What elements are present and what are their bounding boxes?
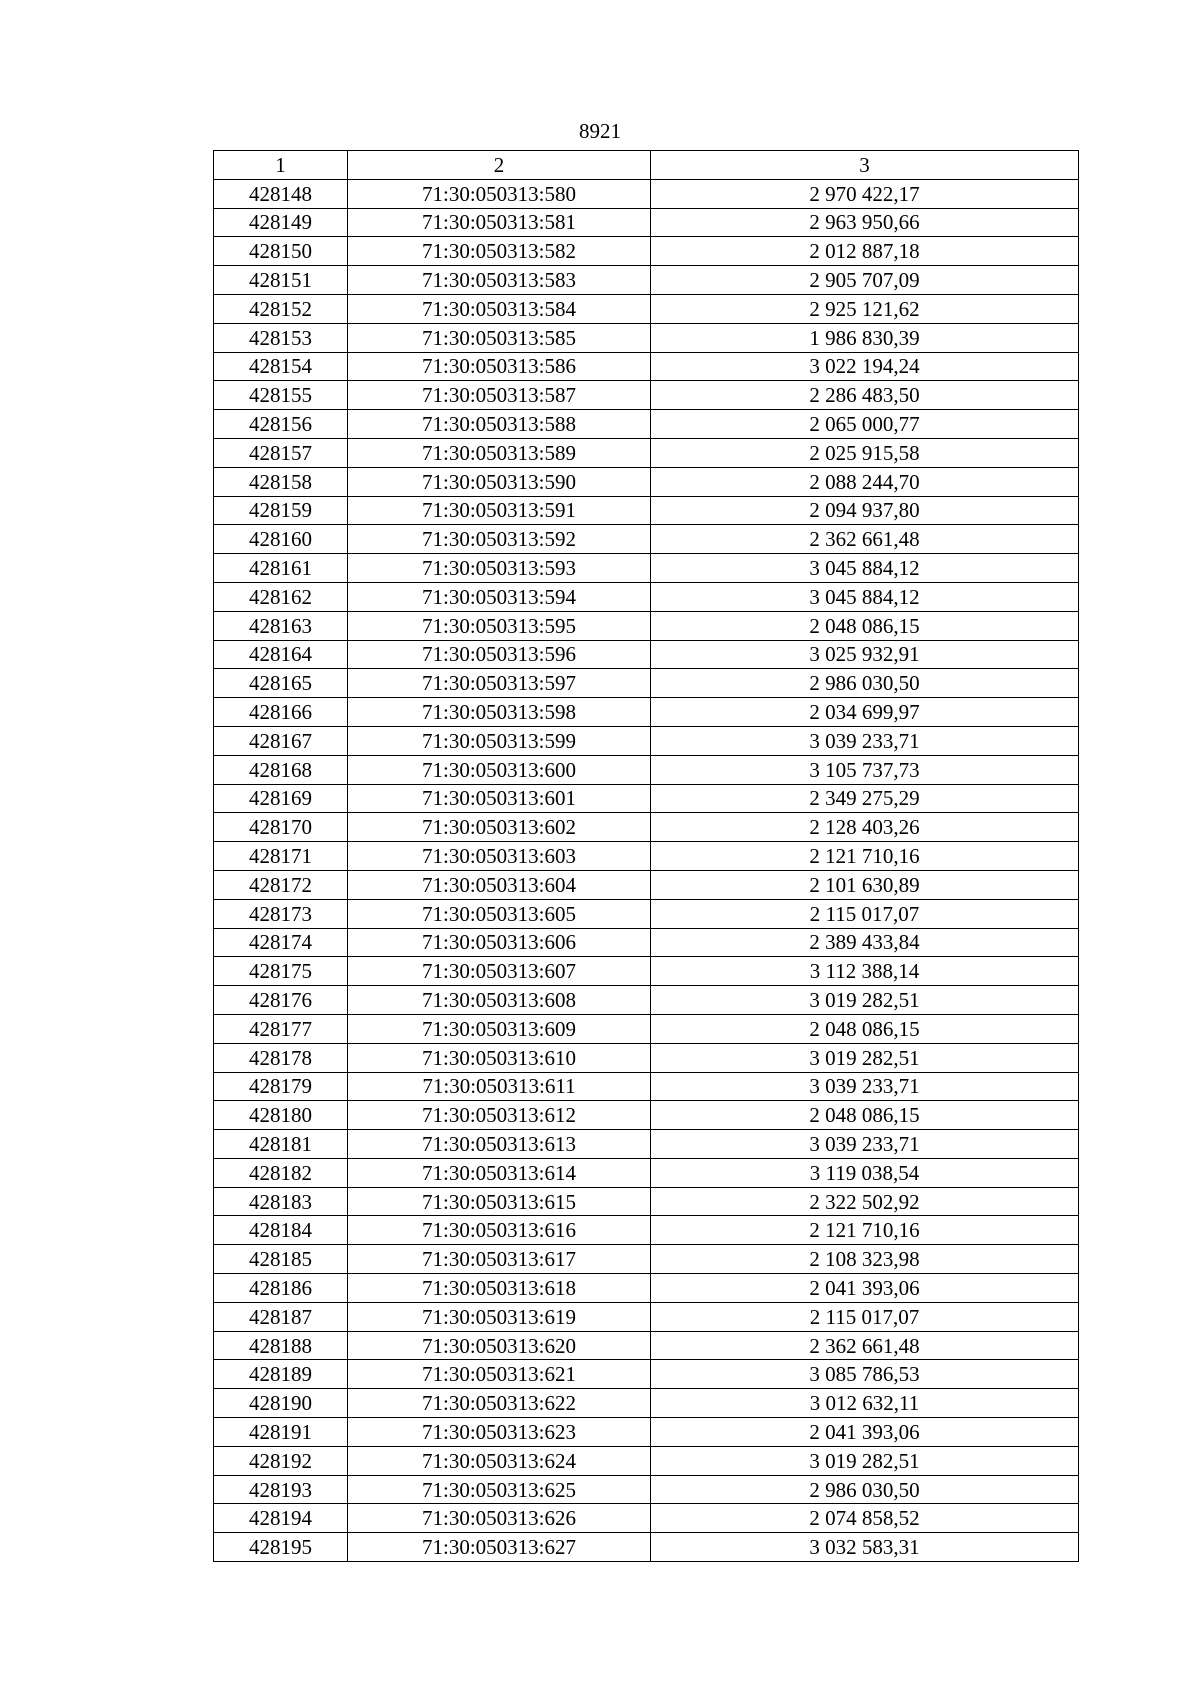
cadastral-value-cell: 3 039 233,71 bbox=[651, 1130, 1079, 1159]
row-number-cell: 428190 bbox=[214, 1389, 348, 1418]
table-row bbox=[214, 1072, 1079, 1101]
cadastral-number-cell: 71:30:050313:622 bbox=[348, 1389, 651, 1418]
cadastral-value-cell: 3 105 737,73 bbox=[651, 755, 1079, 784]
row-number-cell: 428151 bbox=[214, 266, 348, 295]
cadastral-number-cell: 71:30:050313:584 bbox=[348, 294, 651, 323]
table-row bbox=[214, 266, 1079, 295]
row-number-cell: 428152 bbox=[214, 294, 348, 323]
row-number-cell: 428168 bbox=[214, 755, 348, 784]
cadastral-value-cell: 1 986 830,39 bbox=[651, 323, 1079, 352]
cadastral-number-cell: 71:30:050313:623 bbox=[348, 1418, 651, 1447]
cadastral-value-cell: 2 041 393,06 bbox=[651, 1274, 1079, 1303]
row-number-cell: 428160 bbox=[214, 525, 348, 554]
cadastral-number-cell: 71:30:050313:594 bbox=[348, 582, 651, 611]
cadastral-value-cell: 2 362 661,48 bbox=[651, 1331, 1079, 1360]
row-number-cell: 428180 bbox=[214, 1101, 348, 1130]
cadastral-number-cell: 71:30:050313:618 bbox=[348, 1274, 651, 1303]
cadastral-number-cell: 71:30:050313:613 bbox=[348, 1130, 651, 1159]
cadastral-value-cell: 2 115 017,07 bbox=[651, 899, 1079, 928]
cadastral-number-cell: 71:30:050313:625 bbox=[348, 1475, 651, 1504]
cadastral-value-cell: 3 012 632,11 bbox=[651, 1389, 1079, 1418]
cadastral-value-cell: 2 905 707,09 bbox=[651, 266, 1079, 295]
cadastral-value-cell: 3 019 282,51 bbox=[651, 1043, 1079, 1072]
cadastral-value-cell: 2 963 950,66 bbox=[651, 208, 1079, 237]
table-row bbox=[214, 669, 1079, 698]
cadastral-number-cell: 71:30:050313:626 bbox=[348, 1504, 651, 1533]
cadastral-value-cell: 2 048 086,15 bbox=[651, 611, 1079, 640]
cadastral-value-cell: 2 286 483,50 bbox=[651, 381, 1079, 410]
table-row bbox=[214, 1418, 1079, 1447]
table-row bbox=[214, 813, 1079, 842]
cadastral-value-cell: 3 039 233,71 bbox=[651, 1072, 1079, 1101]
cadastral-number-cell: 71:30:050313:612 bbox=[348, 1101, 651, 1130]
cadastral-value-cell: 3 119 038,54 bbox=[651, 1158, 1079, 1187]
cadastral-number-cell: 71:30:050313:583 bbox=[348, 266, 651, 295]
cadastral-number-cell: 71:30:050313:582 bbox=[348, 237, 651, 266]
cadastral-value-cell: 2 121 710,16 bbox=[651, 1216, 1079, 1245]
cadastral-value-cell: 2 025 915,58 bbox=[651, 438, 1079, 467]
row-number-cell: 428169 bbox=[214, 784, 348, 813]
row-number-cell: 428163 bbox=[214, 611, 348, 640]
table-row bbox=[214, 1504, 1079, 1533]
cadastral-value-cell: 3 085 786,53 bbox=[651, 1360, 1079, 1389]
cadastral-number-cell: 71:30:050313:615 bbox=[348, 1187, 651, 1216]
cadastral-value-cell: 2 128 403,26 bbox=[651, 813, 1079, 842]
cadastral-number-cell: 71:30:050313:590 bbox=[348, 467, 651, 496]
table-row bbox=[214, 294, 1079, 323]
row-number-cell: 428161 bbox=[214, 554, 348, 583]
cadastral-value-cell: 2 048 086,15 bbox=[651, 1101, 1079, 1130]
table-row bbox=[214, 1331, 1079, 1360]
table-row bbox=[214, 410, 1079, 439]
row-number-cell: 428167 bbox=[214, 726, 348, 755]
cadastral-number-cell: 71:30:050313:581 bbox=[348, 208, 651, 237]
table-row bbox=[214, 1446, 1079, 1475]
cadastral-value-cell: 2 986 030,50 bbox=[651, 1475, 1079, 1504]
row-number-cell: 428171 bbox=[214, 842, 348, 871]
row-number-cell: 428170 bbox=[214, 813, 348, 842]
cadastral-value-cell: 2 986 030,50 bbox=[651, 669, 1079, 698]
cadastral-value-cell: 2 074 858,52 bbox=[651, 1504, 1079, 1533]
cadastral-number-cell: 71:30:050313:604 bbox=[348, 870, 651, 899]
cadastral-value-cell: 3 019 282,51 bbox=[651, 1446, 1079, 1475]
row-number-cell: 428175 bbox=[214, 957, 348, 986]
row-number-cell: 428148 bbox=[214, 179, 348, 208]
table-row bbox=[214, 698, 1079, 727]
cadastral-number-cell: 71:30:050313:597 bbox=[348, 669, 651, 698]
cadastral-number-cell: 71:30:050313:600 bbox=[348, 755, 651, 784]
table-row bbox=[214, 726, 1079, 755]
cadastral-value-cell: 2 034 699,97 bbox=[651, 698, 1079, 727]
table-row bbox=[214, 1533, 1079, 1562]
table-row bbox=[214, 352, 1079, 381]
cadastral-number-cell: 71:30:050313:607 bbox=[348, 957, 651, 986]
cadastral-value-cell: 3 025 932,91 bbox=[651, 640, 1079, 669]
cadastral-number-cell: 71:30:050313:627 bbox=[348, 1533, 651, 1562]
cadastral-value-cell: 2 925 121,62 bbox=[651, 294, 1079, 323]
table-row bbox=[214, 899, 1079, 928]
cadastral-value-cell: 3 112 388,14 bbox=[651, 957, 1079, 986]
cadastral-number-cell: 71:30:050313:598 bbox=[348, 698, 651, 727]
page-number: 8921 bbox=[579, 119, 621, 143]
cadastral-value-cell: 2 065 000,77 bbox=[651, 410, 1079, 439]
row-number-cell: 428156 bbox=[214, 410, 348, 439]
table-row bbox=[214, 640, 1079, 669]
column-header-3: 3 bbox=[651, 151, 1079, 180]
cadastral-number-cell: 71:30:050313:616 bbox=[348, 1216, 651, 1245]
cadastral-number-cell: 71:30:050313:603 bbox=[348, 842, 651, 871]
row-number-cell: 428192 bbox=[214, 1446, 348, 1475]
row-number-cell: 428155 bbox=[214, 381, 348, 410]
row-number-cell: 428179 bbox=[214, 1072, 348, 1101]
cadastral-value-cell: 2 108 323,98 bbox=[651, 1245, 1079, 1274]
table-row bbox=[214, 784, 1079, 813]
table-row bbox=[214, 525, 1079, 554]
table-row bbox=[214, 1101, 1079, 1130]
row-number-cell: 428153 bbox=[214, 323, 348, 352]
row-number-cell: 428157 bbox=[214, 438, 348, 467]
table-header bbox=[214, 151, 1079, 180]
table-row bbox=[214, 928, 1079, 957]
table-body bbox=[214, 179, 1079, 1561]
cadastral-number-cell: 71:30:050313:621 bbox=[348, 1360, 651, 1389]
table-row bbox=[214, 1389, 1079, 1418]
row-number-cell: 428194 bbox=[214, 1504, 348, 1533]
table-row bbox=[214, 986, 1079, 1015]
table-row bbox=[214, 323, 1079, 352]
table-row bbox=[214, 1014, 1079, 1043]
cadastral-number-cell: 71:30:050313:589 bbox=[348, 438, 651, 467]
row-number-cell: 428162 bbox=[214, 582, 348, 611]
row-number-cell: 428176 bbox=[214, 986, 348, 1015]
cadastral-number-cell: 71:30:050313:617 bbox=[348, 1245, 651, 1274]
cadastral-number-cell: 71:30:050313:614 bbox=[348, 1158, 651, 1187]
cadastral-number-cell: 71:30:050313:608 bbox=[348, 986, 651, 1015]
cadastral-number-cell: 71:30:050313:588 bbox=[348, 410, 651, 439]
table-row bbox=[214, 1475, 1079, 1504]
column-header-1: 1 bbox=[214, 151, 348, 180]
cadastral-value-cell: 2 121 710,16 bbox=[651, 842, 1079, 871]
row-number-cell: 428181 bbox=[214, 1130, 348, 1159]
table-header-row bbox=[214, 151, 1079, 180]
row-number-cell: 428164 bbox=[214, 640, 348, 669]
row-number-cell: 428177 bbox=[214, 1014, 348, 1043]
row-number-cell: 428189 bbox=[214, 1360, 348, 1389]
row-number-cell: 428150 bbox=[214, 237, 348, 266]
row-number-cell: 428191 bbox=[214, 1418, 348, 1447]
cadastral-value-cell: 2 115 017,07 bbox=[651, 1302, 1079, 1331]
table-row bbox=[214, 208, 1079, 237]
table-row bbox=[214, 1360, 1079, 1389]
row-number-cell: 428149 bbox=[214, 208, 348, 237]
cadastral-value-cell: 3 045 884,12 bbox=[651, 554, 1079, 583]
cadastral-value-cell: 2 101 630,89 bbox=[651, 870, 1079, 899]
cadastral-number-cell: 71:30:050313:602 bbox=[348, 813, 651, 842]
table-row bbox=[214, 237, 1079, 266]
cadastral-value-cell: 3 032 583,31 bbox=[651, 1533, 1079, 1562]
table-row bbox=[214, 1158, 1079, 1187]
table-row bbox=[214, 496, 1079, 525]
row-number-cell: 428186 bbox=[214, 1274, 348, 1303]
table-row bbox=[214, 870, 1079, 899]
row-number-cell: 428178 bbox=[214, 1043, 348, 1072]
cadastral-number-cell: 71:30:050313:620 bbox=[348, 1331, 651, 1360]
cadastral-number-cell: 71:30:050313:585 bbox=[348, 323, 651, 352]
cadastral-value-cell: 2 094 937,80 bbox=[651, 496, 1079, 525]
table-row bbox=[214, 438, 1079, 467]
cadastral-value-cell: 2 322 502,92 bbox=[651, 1187, 1079, 1216]
cadastral-number-cell: 71:30:050313:587 bbox=[348, 381, 651, 410]
table-row bbox=[214, 467, 1079, 496]
table-row bbox=[214, 554, 1079, 583]
cadastral-value-cell: 3 039 233,71 bbox=[651, 726, 1079, 755]
cadastral-value-table bbox=[213, 150, 1079, 1562]
row-number-cell: 428158 bbox=[214, 467, 348, 496]
cadastral-number-cell: 71:30:050313:601 bbox=[348, 784, 651, 813]
row-number-cell: 428185 bbox=[214, 1245, 348, 1274]
cadastral-value-cell: 3 019 282,51 bbox=[651, 986, 1079, 1015]
table-row bbox=[214, 381, 1079, 410]
table-row bbox=[214, 1187, 1079, 1216]
row-number-cell: 428166 bbox=[214, 698, 348, 727]
cadastral-number-cell: 71:30:050313:586 bbox=[348, 352, 651, 381]
table-row bbox=[214, 842, 1079, 871]
row-number-cell: 428174 bbox=[214, 928, 348, 957]
table-row bbox=[214, 582, 1079, 611]
cadastral-number-cell: 71:30:050313:593 bbox=[348, 554, 651, 583]
cadastral-number-cell: 71:30:050313:605 bbox=[348, 899, 651, 928]
cadastral-number-cell: 71:30:050313:592 bbox=[348, 525, 651, 554]
table-row bbox=[214, 611, 1079, 640]
cadastral-number-cell: 71:30:050313:595 bbox=[348, 611, 651, 640]
cadastral-number-cell: 71:30:050313:610 bbox=[348, 1043, 651, 1072]
table-row bbox=[214, 1274, 1079, 1303]
table-row bbox=[214, 755, 1079, 784]
row-number-cell: 428187 bbox=[214, 1302, 348, 1331]
table-row bbox=[214, 1043, 1079, 1072]
row-number-cell: 428183 bbox=[214, 1187, 348, 1216]
cadastral-number-cell: 71:30:050313:624 bbox=[348, 1446, 651, 1475]
cadastral-value-cell: 3 045 884,12 bbox=[651, 582, 1079, 611]
cadastral-value-cell: 2 041 393,06 bbox=[651, 1418, 1079, 1447]
cadastral-number-cell: 71:30:050313:580 bbox=[348, 179, 651, 208]
row-number-cell: 428184 bbox=[214, 1216, 348, 1245]
row-number-cell: 428195 bbox=[214, 1533, 348, 1562]
table-row bbox=[214, 1216, 1079, 1245]
cadastral-value-cell: 3 022 194,24 bbox=[651, 352, 1079, 381]
cadastral-number-cell: 71:30:050313:596 bbox=[348, 640, 651, 669]
table-row bbox=[214, 957, 1079, 986]
row-number-cell: 428173 bbox=[214, 899, 348, 928]
cadastral-value-cell: 2 349 275,29 bbox=[651, 784, 1079, 813]
cadastral-value-cell: 2 048 086,15 bbox=[651, 1014, 1079, 1043]
cadastral-value-cell: 2 970 422,17 bbox=[651, 179, 1079, 208]
table-row bbox=[214, 1245, 1079, 1274]
cadastral-value-cell: 2 012 887,18 bbox=[651, 237, 1079, 266]
row-number-cell: 428165 bbox=[214, 669, 348, 698]
row-number-cell: 428188 bbox=[214, 1331, 348, 1360]
cadastral-value-cell: 2 389 433,84 bbox=[651, 928, 1079, 957]
cadastral-value-cell: 2 088 244,70 bbox=[651, 467, 1079, 496]
table-row bbox=[214, 1130, 1079, 1159]
table-row bbox=[214, 179, 1079, 208]
cadastral-value-cell: 2 362 661,48 bbox=[651, 525, 1079, 554]
cadastral-number-cell: 71:30:050313:619 bbox=[348, 1302, 651, 1331]
column-header-2: 2 bbox=[348, 151, 651, 180]
cadastral-number-cell: 71:30:050313:609 bbox=[348, 1014, 651, 1043]
row-number-cell: 428159 bbox=[214, 496, 348, 525]
row-number-cell: 428182 bbox=[214, 1158, 348, 1187]
row-number-cell: 428172 bbox=[214, 870, 348, 899]
cadastral-number-cell: 71:30:050313:606 bbox=[348, 928, 651, 957]
cadastral-number-cell: 71:30:050313:611 bbox=[348, 1072, 651, 1101]
row-number-cell: 428154 bbox=[214, 352, 348, 381]
cadastral-number-cell: 71:30:050313:599 bbox=[348, 726, 651, 755]
table-row bbox=[214, 1302, 1079, 1331]
cadastral-number-cell: 71:30:050313:591 bbox=[348, 496, 651, 525]
row-number-cell: 428193 bbox=[214, 1475, 348, 1504]
